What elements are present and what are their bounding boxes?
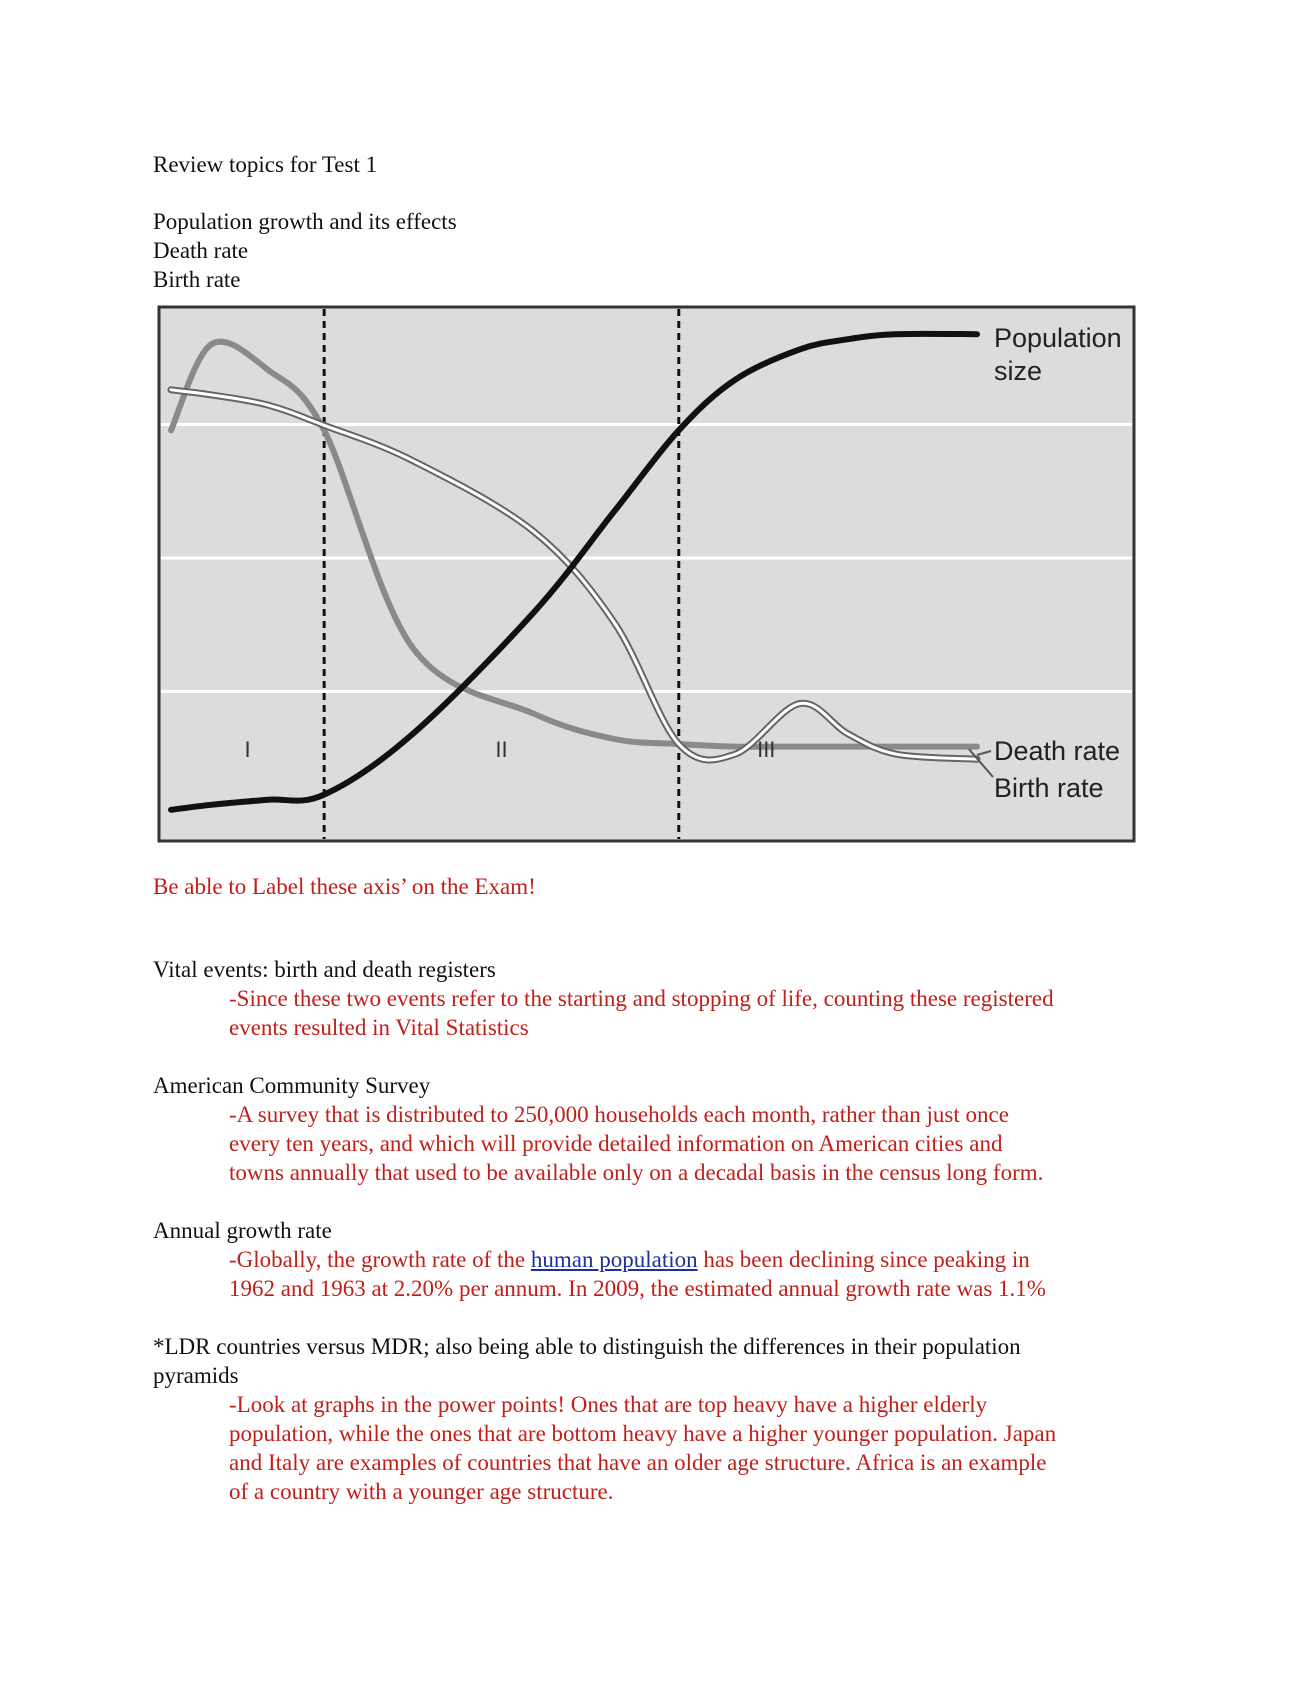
section-vital-events-line: events resulted in Vital Statistics xyxy=(229,1015,529,1040)
topic-population-growth: Population growth and its effects xyxy=(153,209,457,234)
growth-text-pre: -Globally, the growth rate of the xyxy=(229,1247,531,1272)
section-vital-events-heading: Vital events: birth and death registers xyxy=(153,957,496,982)
legend-birth-rate: Birth rate xyxy=(994,773,1104,803)
section-ldr-line: -Look at graphs in the power points! Ones that are top heavy have a higher elderly xyxy=(229,1392,988,1417)
growth-text-post: has been declining since peaking in xyxy=(697,1247,1030,1272)
section-ldr-heading: *LDR countries versus MDR; also being able to distinguish the differences in their population xyxy=(153,1334,1021,1359)
section-ldr-line: population, while the ones that are bottom heavy have a higher younger population. Japan xyxy=(229,1421,1057,1446)
section-ldr-line: and Italy are examples of countries that have an older age structure. Africa is an example xyxy=(229,1450,1047,1475)
human-population-link[interactable]: human population xyxy=(530,1247,698,1272)
stage-label: III xyxy=(757,737,776,762)
section-growth-line xyxy=(229,1245,1030,1274)
section-ldr-heading: pyramids xyxy=(153,1363,239,1388)
stage-label: II xyxy=(495,737,508,762)
section-acs-line: every ten years, and which will provide detailed information on American cities and xyxy=(229,1131,1003,1156)
topic-birth-rate: Birth rate xyxy=(153,267,241,292)
legend-death-rate: Death rate xyxy=(994,736,1121,766)
section-acs-line: -A survey that is distributed to 250,000 households each month, rather than just once xyxy=(229,1102,1009,1127)
exam-note: Be able to Label these axis’ on the Exam! xyxy=(153,874,536,899)
demographic-transition-svg xyxy=(157,305,1136,843)
section-acs-line: towns annually that used to be available only on a decadal basis in the census long form. xyxy=(229,1160,1044,1185)
section-growth-heading: Annual growth rate xyxy=(153,1218,332,1243)
demographic-transition-diagram xyxy=(157,305,1136,843)
section-ldr-line: of a country with a younger age structure. xyxy=(229,1479,614,1504)
legend-population-size-line1: Population xyxy=(994,323,1122,353)
section-growth-line: 1962 and 1963 at 2.20% per annum. In 2009, the estimated annual growth rate was 1.1% xyxy=(229,1276,1046,1301)
stage-label: I xyxy=(244,737,251,762)
page-title: Review topics for Test 1 xyxy=(153,152,378,177)
legend-population-size-line2: size xyxy=(994,356,1043,386)
topic-death-rate: Death rate xyxy=(153,238,249,263)
section-vital-events-line: -Since these two events refer to the starting and stopping of life, counting these registered xyxy=(229,986,1054,1011)
section-acs-heading: American Community Survey xyxy=(153,1073,431,1098)
plot-background xyxy=(159,307,1134,841)
